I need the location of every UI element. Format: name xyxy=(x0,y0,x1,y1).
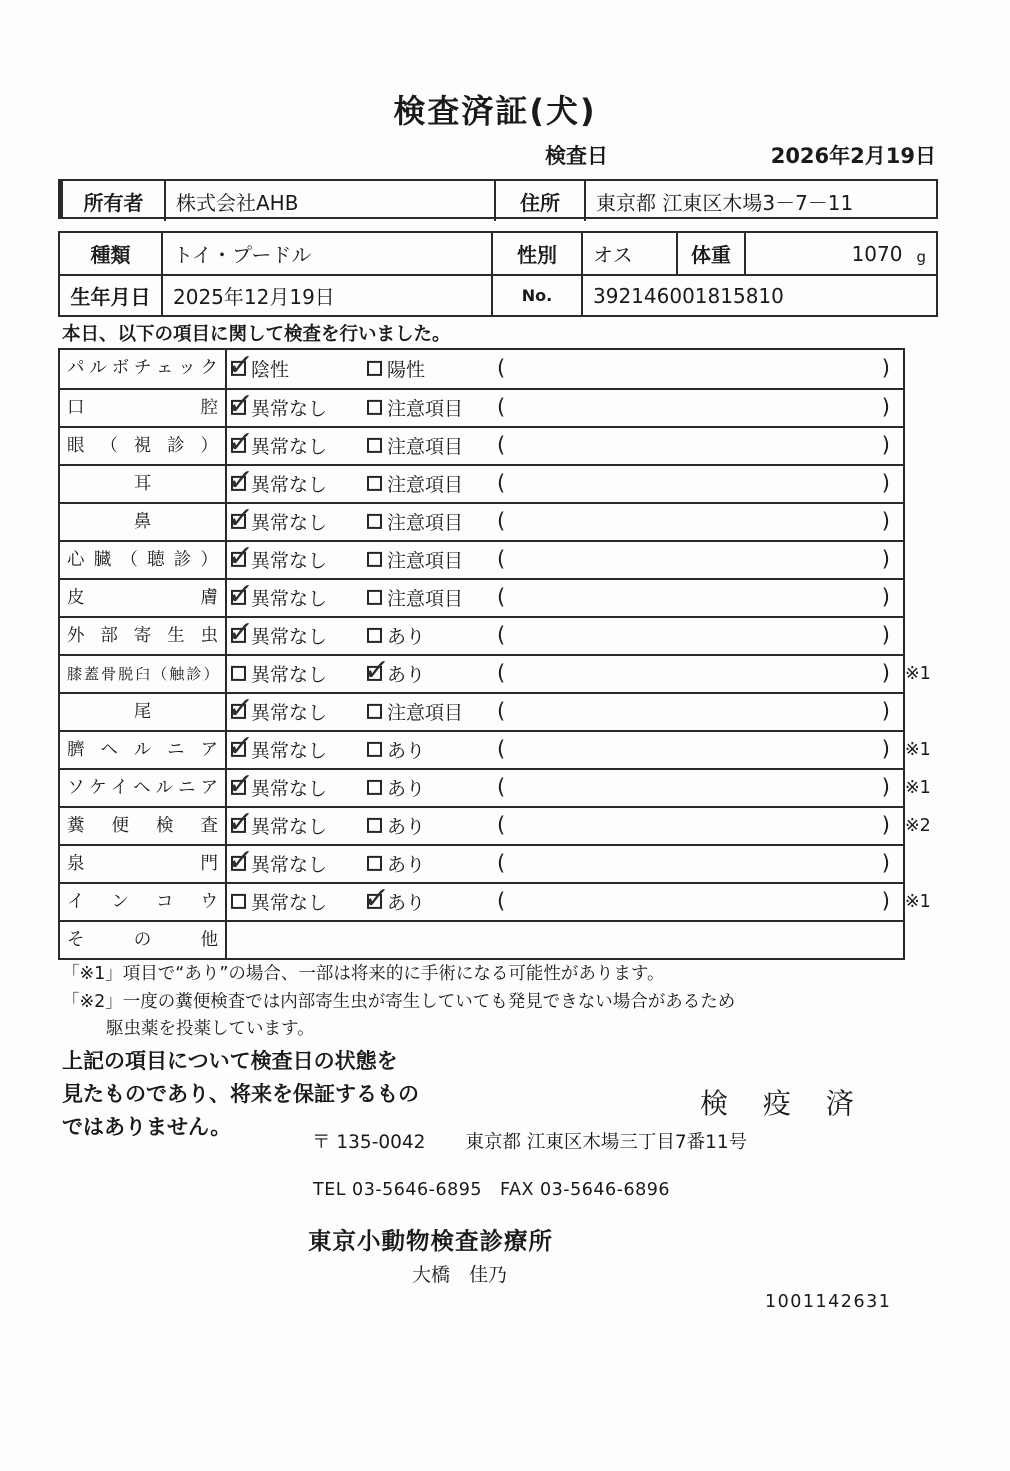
item-options xyxy=(227,428,903,464)
option1-label: 異常なし xyxy=(251,549,328,572)
address-label: 住所 xyxy=(496,181,586,221)
sex-value: オス xyxy=(583,233,678,274)
checkbox-option2[interactable] xyxy=(367,704,382,719)
weight-label: 体重 xyxy=(678,233,746,274)
item-options xyxy=(227,504,903,540)
item-label: 臍ヘルニア xyxy=(60,732,227,768)
item-options xyxy=(227,732,903,768)
clinic-address: 東京都 江東区木場三丁目7番11号 xyxy=(465,1132,748,1153)
pet-row-2 xyxy=(60,274,936,315)
option2-label: 陽性 xyxy=(387,358,426,381)
option1-label: 異常なし xyxy=(251,777,328,800)
disclaimer-line-1: 上記の項目について検査日の状態を xyxy=(62,1049,398,1073)
checkbox-option1[interactable] xyxy=(231,628,246,643)
checkbox-option2[interactable] xyxy=(367,894,382,909)
option2-label: あり xyxy=(387,815,426,838)
item-options xyxy=(227,580,903,616)
paren-close: ) xyxy=(881,812,890,837)
paren-open: ( xyxy=(497,812,506,837)
owner-row xyxy=(63,181,936,221)
option2-label: 注意項目 xyxy=(387,587,464,610)
paren-close: ) xyxy=(881,850,890,875)
footnote-1: 「※1」項目で“あり”の場合、一部は将来的に手術になる可能性があります。 xyxy=(62,964,665,984)
checklist-row xyxy=(60,578,903,616)
option1-label: 異常なし xyxy=(251,435,328,458)
disclaimer-line-3: ではありません。 xyxy=(62,1115,232,1139)
item-label: 尾 xyxy=(60,694,227,730)
item-label: 糞便検査 xyxy=(60,808,227,844)
birthdate-label: 生年月日 xyxy=(60,276,163,315)
weight-value: 1070 xyxy=(851,241,903,266)
item-options xyxy=(227,770,903,806)
paren-close: ) xyxy=(881,394,890,419)
breed-label: 種類 xyxy=(60,233,163,274)
option1-label: 異常なし xyxy=(251,701,328,724)
inspection-date-row xyxy=(58,140,938,168)
checklist-row xyxy=(60,844,903,882)
checkbox-option2[interactable] xyxy=(367,780,382,795)
clinic-address-line xyxy=(312,1128,747,1154)
item-options xyxy=(227,922,903,958)
disclaimer-line-2: 見たものであり、将来を保証するもの xyxy=(62,1082,419,1106)
item-options xyxy=(227,390,903,426)
option2-label: 注意項目 xyxy=(387,473,464,496)
paren-open: ( xyxy=(497,660,506,685)
checkbox-option1[interactable] xyxy=(231,361,246,376)
option2-label: 注意項目 xyxy=(387,435,464,458)
checkbox-option1[interactable] xyxy=(231,742,246,757)
item-label: 皮膚 xyxy=(60,580,227,616)
footnote-marker: ※1 xyxy=(905,778,931,798)
checklist-row xyxy=(60,730,931,768)
checkbox-option2[interactable] xyxy=(367,514,382,529)
paren-open: ( xyxy=(497,622,506,647)
checkbox-option2[interactable] xyxy=(367,400,382,415)
paren-open: ( xyxy=(497,584,506,609)
item-options xyxy=(227,466,903,502)
option1-label: 異常なし xyxy=(251,511,328,534)
option1-label: 異常なし xyxy=(251,397,328,420)
item-options xyxy=(227,808,903,844)
owner-address: 東京都 江東区木場3－7－11 xyxy=(596,190,854,215)
item-options xyxy=(227,618,903,654)
checkbox-option2[interactable] xyxy=(367,552,382,567)
checkbox-option1[interactable] xyxy=(231,514,246,529)
footnote-marker: ※1 xyxy=(905,664,931,684)
checklist-table xyxy=(58,348,931,960)
checklist-row xyxy=(60,464,903,502)
option2-label: あり xyxy=(387,777,426,800)
option2-label: あり xyxy=(387,739,426,762)
checklist-row xyxy=(60,540,903,578)
paren-close: ) xyxy=(881,584,890,609)
no-value: 392146001815810 xyxy=(593,283,784,308)
paren-close: ) xyxy=(881,546,890,571)
serial-number: 1001142631 xyxy=(765,1292,892,1312)
birthdate-value: 2025年12月19日 xyxy=(163,276,493,315)
footnotes xyxy=(62,961,735,1044)
option1-label: 異常なし xyxy=(251,473,328,496)
paren-open: ( xyxy=(497,774,506,799)
paren-close: ) xyxy=(881,508,890,533)
checklist-row xyxy=(60,616,903,654)
checkbox-option1[interactable] xyxy=(231,400,246,415)
paren-open: ( xyxy=(497,850,506,875)
pet-row-1 xyxy=(60,233,936,274)
option2-label: あり xyxy=(387,853,426,876)
item-label: 鼻 xyxy=(60,504,227,540)
checkbox-option2[interactable] xyxy=(367,476,382,491)
checklist-row xyxy=(60,806,931,844)
paren-close: ) xyxy=(881,470,890,495)
examiner-name: 大橋 佳乃 xyxy=(412,1264,508,1286)
option1-label: 異常なし xyxy=(251,891,328,914)
option2-label: あり xyxy=(387,625,426,648)
checkbox-option1[interactable] xyxy=(231,552,246,567)
item-label: インコウ xyxy=(60,884,227,920)
option2-label: あり xyxy=(387,891,426,914)
checkbox-option1[interactable] xyxy=(231,894,246,909)
paren-open: ( xyxy=(497,546,506,571)
breed-value: トイ・プードル xyxy=(163,233,493,274)
paren-open: ( xyxy=(497,698,506,723)
item-label: 耳 xyxy=(60,466,227,502)
checkbox-option1[interactable] xyxy=(231,818,246,833)
footnote-2-continued: 駆虫薬を投薬しています。 xyxy=(106,1019,315,1039)
item-label: 膝蓋骨脱臼（触診） xyxy=(60,656,227,692)
option2-label: 注意項目 xyxy=(387,397,464,420)
footnote-marker: ※2 xyxy=(905,816,931,836)
checkbox-option2[interactable] xyxy=(367,361,382,376)
owner-name: 株式会社AHB xyxy=(166,181,496,221)
pet-table xyxy=(58,231,938,317)
paren-close: ) xyxy=(881,660,890,685)
paren-close: ) xyxy=(881,736,890,761)
checkbox-option2[interactable] xyxy=(367,742,382,757)
paren-close: ) xyxy=(881,432,890,457)
checkbox-option2[interactable] xyxy=(367,818,382,833)
clinic-tel-fax: TEL 03-5646-6895 FAX 03-5646-6896 xyxy=(313,1180,670,1200)
item-label: 外部寄生虫 xyxy=(60,618,227,654)
option2-label: 注意項目 xyxy=(387,701,464,724)
item-options xyxy=(227,884,903,920)
option1-label: 異常なし xyxy=(251,853,328,876)
paren-open: ( xyxy=(497,470,506,495)
paren-open: ( xyxy=(497,394,506,419)
paren-open: ( xyxy=(497,508,506,533)
checklist-row xyxy=(60,654,931,692)
checkbox-option2[interactable] xyxy=(367,856,382,871)
option2-label: 注意項目 xyxy=(387,511,464,534)
item-label: 眼（視診） xyxy=(60,428,227,464)
paren-close: ) xyxy=(881,698,890,723)
quarantine-stamp: 検 疫 済 xyxy=(700,1087,867,1120)
item-label: パルボチェック xyxy=(60,350,227,388)
option1-label: 異常なし xyxy=(251,739,328,762)
checkbox-option1[interactable] xyxy=(231,590,246,605)
checklist-row xyxy=(60,692,903,730)
checklist-row xyxy=(60,388,903,426)
checkbox-option1[interactable] xyxy=(231,856,246,871)
paren-close: ) xyxy=(881,888,890,913)
option2-label: あり xyxy=(387,663,426,686)
paren-open: ( xyxy=(497,432,506,457)
no-label: No. xyxy=(493,276,583,315)
page-title: 検査済証(犬) xyxy=(393,92,597,130)
checkbox-option1[interactable] xyxy=(231,704,246,719)
item-options xyxy=(227,350,903,388)
checklist-row xyxy=(60,426,903,464)
checkbox-option2[interactable] xyxy=(367,666,382,681)
checkbox-option2[interactable] xyxy=(367,590,382,605)
item-label: 口腔 xyxy=(60,390,227,426)
checklist-intro: 本日、以下の項目に関して検査を行いました。 xyxy=(62,324,451,345)
option1-label: 異常なし xyxy=(251,625,328,648)
sex-label: 性別 xyxy=(493,233,583,274)
weight-cell xyxy=(746,233,936,274)
paren-close: ) xyxy=(881,774,890,799)
checkbox-option1[interactable] xyxy=(231,438,246,453)
item-label: その他 xyxy=(60,922,227,958)
item-label: 泉門 xyxy=(60,846,227,882)
checkbox-option1[interactable] xyxy=(231,476,246,491)
option1-label: 陰性 xyxy=(251,358,290,381)
checklist-row xyxy=(60,882,931,920)
checkbox-option2[interactable] xyxy=(367,438,382,453)
owner-table xyxy=(58,179,938,219)
footnote-marker: ※1 xyxy=(905,892,931,912)
clinic-postal: 〒 135-0042 xyxy=(312,1132,426,1153)
footnote-marker: ※1 xyxy=(905,740,931,760)
item-label: 心臓（聴診） xyxy=(60,542,227,578)
paren-close: ) xyxy=(881,355,890,380)
checklist-row xyxy=(60,502,903,540)
option1-label: 異常なし xyxy=(251,663,328,686)
inspection-date-label: 検査日 xyxy=(545,144,608,168)
weight-unit: g xyxy=(916,247,926,266)
footnote-2: 「※2」一度の糞便検査では内部寄生虫が寄生していても発見できない場合があるため xyxy=(62,991,736,1012)
checkbox-option2[interactable] xyxy=(367,628,382,643)
item-label: ソケイヘルニア xyxy=(60,770,227,806)
item-options xyxy=(227,846,903,882)
clinic-name: 東京小動物検査診療所 xyxy=(308,1227,553,1255)
item-options xyxy=(227,542,903,578)
paren-close: ) xyxy=(881,622,890,647)
checklist-row xyxy=(60,350,903,388)
checkbox-option1[interactable] xyxy=(231,666,246,681)
paren-open: ( xyxy=(497,888,506,913)
option1-label: 異常なし xyxy=(251,815,328,838)
item-options xyxy=(227,694,903,730)
option2-label: 注意項目 xyxy=(387,549,464,572)
checklist-row xyxy=(60,768,931,806)
item-options xyxy=(227,656,903,692)
paren-open: ( xyxy=(497,355,506,380)
option1-label: 異常なし xyxy=(251,587,328,610)
paren-open: ( xyxy=(497,736,506,761)
checklist-row xyxy=(60,920,903,958)
checkbox-option1[interactable] xyxy=(231,780,246,795)
inspection-date-value: 2026年2月19日 xyxy=(770,144,936,168)
owner-label: 所有者 xyxy=(63,181,166,221)
